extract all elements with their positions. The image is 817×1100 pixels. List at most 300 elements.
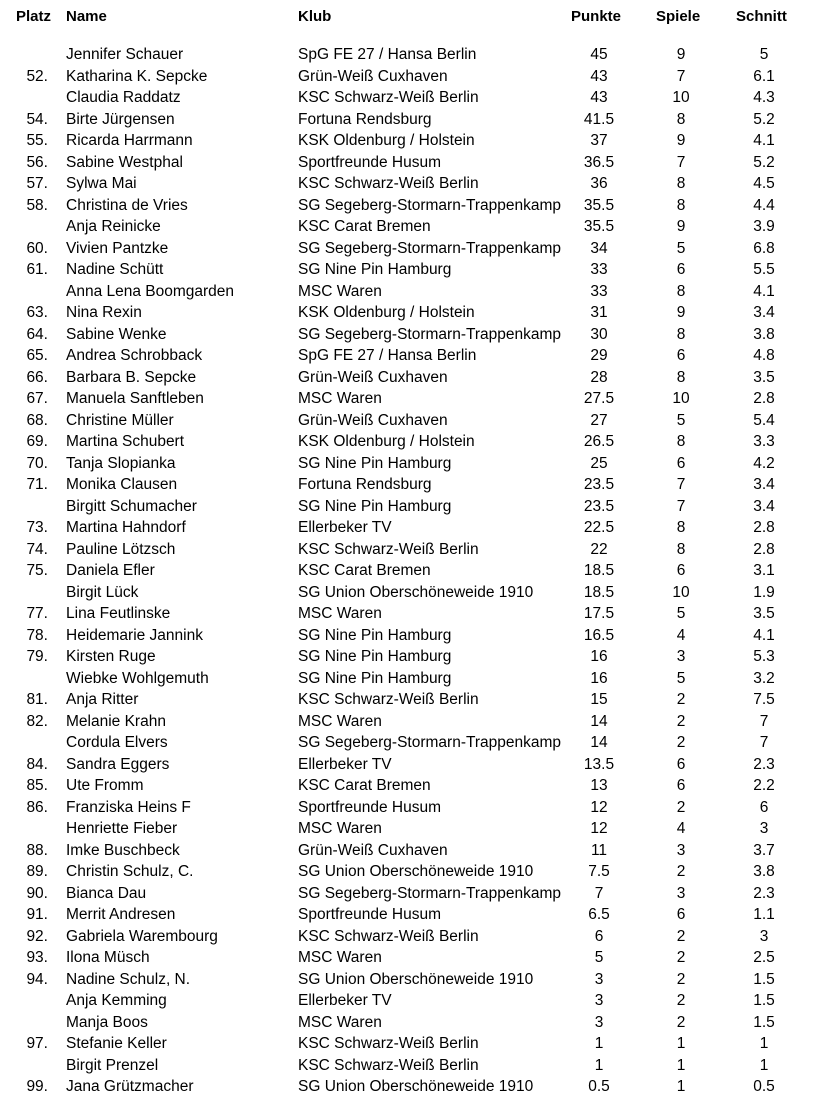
cell-punkte: 36.5: [583, 153, 615, 171]
cell-punkte: 18.5: [583, 583, 615, 601]
cell-klub: SpG FE 27 / Hansa Berlin: [298, 347, 477, 364]
cell-spiele: 8: [676, 282, 686, 300]
cell-name: Anja Kemming: [66, 992, 167, 1009]
cell-schnitt: 2.8: [753, 540, 775, 558]
cell-punkte: 33: [590, 282, 608, 300]
cell-spiele: 6: [676, 347, 686, 364]
table-row: [0, 367, 817, 389]
cell-schnitt: 4.8: [753, 347, 775, 364]
cell-klub: KSC Carat Bremen: [298, 218, 431, 235]
cell-platz: 93.: [26, 949, 48, 966]
cell-klub: SG Segeberg-Stormarn-Trappenkamp: [298, 884, 562, 902]
table-row: [0, 195, 817, 217]
cell-punkte: 18.5: [583, 562, 615, 579]
cell-spiele: 2: [676, 691, 686, 708]
cell-schnitt: 3.3: [753, 433, 775, 450]
table-row: [0, 904, 817, 926]
cell-punkte: 1: [594, 1035, 604, 1052]
cell-name: Anna Lena Boomgarden: [66, 282, 235, 300]
cell-name: Sylwa Mai: [66, 175, 137, 192]
cell-schnitt: 6.8: [753, 239, 775, 257]
cell-name: Nadine Schulz, N.: [66, 970, 191, 988]
cell-spiele: 4: [676, 820, 686, 837]
cell-name: Gabriela Warembourg: [66, 927, 218, 945]
cell-spiele: 2: [676, 734, 686, 751]
table-row: [0, 345, 817, 367]
cell-punkte: 35.5: [583, 196, 615, 214]
cell-platz: 84.: [26, 755, 48, 773]
cell-schnitt: 2.3: [753, 755, 775, 773]
cell-name: Katharina K. Sepcke: [66, 67, 208, 85]
cell-platz: 61.: [26, 261, 48, 278]
cell-schnitt: 3: [759, 820, 769, 837]
cell-punkte: 6: [594, 927, 604, 945]
table-row: [0, 130, 817, 152]
cell-punkte: 26.5: [583, 433, 615, 450]
cell-name: Martina Hahndorf: [66, 519, 186, 536]
table-row: [0, 496, 817, 518]
cell-platz: 65.: [26, 347, 48, 364]
cell-spiele: 8: [676, 325, 686, 343]
cell-klub: SG Segeberg-Stormarn-Trappenkamp: [298, 734, 562, 751]
table-row: [0, 238, 817, 260]
cell-punkte: 0.5: [588, 1078, 610, 1095]
table-row: [0, 44, 817, 66]
cell-klub: SG Nine Pin Hamburg: [298, 497, 452, 515]
cell-schnitt: 4.1: [753, 282, 775, 300]
cell-spiele: 1: [676, 1078, 686, 1095]
header-schnitt: Schnitt: [736, 8, 787, 25]
cell-schnitt: 5.4: [753, 411, 775, 429]
table-row: [0, 539, 817, 561]
cell-platz: 94.: [26, 970, 48, 988]
cell-schnitt: 5.5: [753, 261, 775, 278]
cell-punkte: 29: [590, 347, 608, 364]
table-row: [0, 1055, 817, 1077]
cell-spiele: 2: [676, 863, 686, 880]
cell-punkte: 3: [594, 970, 604, 988]
cell-klub: MSC Waren: [298, 949, 382, 966]
cell-spiele: 6: [676, 777, 686, 794]
cell-platz: 60.: [26, 239, 48, 257]
cell-punkte: 33: [590, 261, 608, 278]
cell-spiele: 2: [676, 992, 686, 1009]
cell-name: Anja Ritter: [66, 691, 139, 708]
cell-klub: MSC Waren: [298, 1013, 382, 1031]
cell-punkte: 43: [590, 67, 608, 85]
cell-name: Barbara B. Sepcke: [66, 368, 197, 386]
cell-platz: 97.: [26, 1035, 48, 1052]
table-row: [0, 861, 817, 883]
cell-platz: 90.: [26, 884, 48, 902]
cell-name: Ute Fromm: [66, 777, 144, 794]
cell-schnitt: 1.5: [753, 970, 775, 988]
cell-spiele: 9: [676, 132, 686, 149]
cell-platz: 79.: [26, 648, 48, 665]
cell-schnitt: 5.2: [753, 153, 775, 171]
cell-klub: MSC Waren: [298, 282, 382, 300]
header-klub: Klub: [298, 8, 332, 25]
cell-name: Imke Buschbeck: [66, 841, 180, 859]
cell-klub: Fortuna Rendsburg: [298, 476, 432, 493]
cell-punkte: 25: [590, 454, 608, 472]
table-row: [0, 926, 817, 948]
cell-klub: Grün-Weiß Cuxhaven: [298, 841, 448, 859]
cell-platz: 85.: [26, 777, 48, 794]
table-row: [0, 668, 817, 690]
cell-name: Birgit Lück: [66, 583, 139, 601]
cell-spiele: 6: [676, 906, 686, 923]
table-row: [0, 1033, 817, 1055]
cell-klub: Grün-Weiß Cuxhaven: [298, 368, 448, 386]
cell-schnitt: 3.2: [753, 669, 775, 687]
cell-schnitt: 7: [759, 734, 769, 751]
cell-platz: 75.: [26, 562, 48, 579]
cell-klub: KSC Schwarz-Weiß Berlin: [298, 1035, 479, 1052]
cell-name: Martina Schubert: [66, 433, 185, 450]
cell-spiele: 8: [676, 368, 686, 386]
table-row: [0, 775, 817, 797]
table-row: [0, 711, 817, 733]
cell-spiele: 2: [676, 970, 686, 988]
table-row: [0, 625, 817, 647]
cell-spiele: 5: [676, 411, 686, 429]
cell-schnitt: 7.5: [753, 691, 775, 708]
cell-klub: SG Nine Pin Hamburg: [298, 669, 452, 687]
cell-punkte: 3: [594, 992, 604, 1009]
cell-platz: 74.: [26, 540, 48, 558]
cell-punkte: 35.5: [583, 218, 615, 235]
cell-schnitt: 4.2: [753, 454, 775, 472]
cell-klub: KSC Schwarz-Weiß Berlin: [298, 540, 479, 558]
cell-punkte: 34: [590, 239, 608, 257]
cell-schnitt: 1.1: [753, 906, 775, 923]
cell-platz: 91.: [26, 906, 48, 923]
cell-name: Manja Boos: [66, 1013, 148, 1031]
cell-punkte: 7: [594, 884, 604, 902]
cell-schnitt: 5.3: [753, 648, 775, 665]
table-row: [0, 732, 817, 754]
table-row: [0, 87, 817, 109]
cell-platz: 63.: [26, 304, 48, 321]
table-row: [0, 216, 817, 238]
cell-name: Claudia Raddatz: [66, 89, 181, 106]
cell-spiele: 9: [676, 218, 686, 235]
table-row: [0, 259, 817, 281]
cell-spiele: 9: [676, 304, 686, 321]
cell-punkte: 14: [590, 734, 608, 751]
cell-spiele: 8: [676, 540, 686, 558]
cell-klub: Sportfreunde Husum: [298, 906, 442, 923]
cell-klub: Ellerbeker TV: [298, 519, 392, 536]
cell-name: Lina Feutlinske: [66, 605, 171, 622]
cell-platz: 71.: [26, 476, 48, 493]
cell-name: Heidemarie Jannink: [66, 626, 203, 644]
cell-punkte: 16: [590, 669, 608, 687]
table-row: [0, 689, 817, 711]
table-row: [0, 560, 817, 582]
cell-name: Henriette Fieber: [66, 820, 178, 837]
cell-klub: SG Union Oberschöneweide 1910: [298, 863, 534, 880]
table-row: [0, 840, 817, 862]
cell-platz: 78.: [26, 626, 48, 644]
cell-klub: KSC Carat Bremen: [298, 777, 431, 794]
cell-name: Birte Jürgensen: [66, 110, 175, 128]
table-row: [0, 818, 817, 840]
table-row: [0, 324, 817, 346]
table-row: [0, 173, 817, 195]
cell-schnitt: 0.5: [753, 1078, 775, 1095]
table-row: [0, 990, 817, 1012]
cell-spiele: 3: [676, 841, 686, 859]
cell-name: Sandra Eggers: [66, 755, 170, 773]
cell-punkte: 28: [590, 368, 608, 386]
cell-klub: KSK Oldenburg / Holstein: [298, 132, 475, 149]
cell-punkte: 13: [590, 777, 608, 794]
cell-klub: SG Union Oberschöneweide 1910: [298, 970, 534, 988]
table-row: [0, 646, 817, 668]
cell-spiele: 7: [676, 497, 686, 515]
cell-punkte: 5: [594, 949, 604, 966]
cell-punkte: 41.5: [583, 110, 615, 128]
table-row: [0, 517, 817, 539]
table-row: [0, 431, 817, 453]
cell-punkte: 30: [590, 325, 608, 343]
cell-schnitt: 3.1: [753, 562, 775, 579]
cell-name: Vivien Pantzke: [66, 239, 169, 257]
cell-schnitt: 5: [759, 46, 769, 63]
cell-klub: Ellerbeker TV: [298, 755, 392, 773]
cell-name: Monika Clausen: [66, 476, 178, 493]
cell-platz: 81.: [26, 691, 48, 708]
cell-klub: SG Segeberg-Stormarn-Trappenkamp: [298, 196, 562, 214]
cell-schnitt: 1.5: [753, 1013, 775, 1031]
table-row: [0, 109, 817, 131]
cell-schnitt: 3.5: [753, 368, 775, 386]
cell-punkte: 6.5: [588, 906, 610, 923]
cell-schnitt: 2.8: [753, 519, 775, 536]
table-row: [0, 1076, 817, 1098]
cell-spiele: 1: [676, 1056, 686, 1074]
cell-punkte: 12: [590, 798, 608, 816]
cell-punkte: 12: [590, 820, 608, 837]
cell-schnitt: 2.2: [753, 777, 775, 794]
cell-name: Cordula Elvers: [66, 734, 168, 751]
cell-name: Nadine Schütt: [66, 261, 164, 278]
cell-schnitt: 1.9: [753, 583, 775, 601]
cell-name: Melanie Krahn: [66, 712, 166, 730]
cell-spiele: 6: [676, 454, 686, 472]
cell-platz: 67.: [26, 390, 48, 407]
cell-spiele: 3: [676, 648, 686, 665]
cell-platz: 82.: [26, 712, 48, 730]
cell-schnitt: 1: [759, 1056, 769, 1074]
cell-name: Ricarda Harrmann: [66, 132, 193, 149]
cell-schnitt: 2.8: [753, 390, 775, 407]
cell-klub: SG Nine Pin Hamburg: [298, 454, 452, 472]
cell-klub: MSC Waren: [298, 820, 382, 837]
cell-spiele: 2: [676, 927, 686, 945]
table-row: [0, 453, 817, 475]
cell-schnitt: 4.5: [753, 175, 775, 192]
cell-name: Jana Grützmacher: [66, 1078, 194, 1095]
cell-punkte: 37: [590, 132, 608, 149]
cell-punkte: 45: [590, 46, 608, 63]
cell-spiele: 7: [676, 67, 686, 85]
cell-klub: KSC Schwarz-Weiß Berlin: [298, 1056, 479, 1074]
cell-punkte: 16: [590, 648, 608, 665]
cell-name: Manuela Sanftleben: [66, 390, 204, 407]
cell-schnitt: 2.3: [753, 884, 775, 902]
cell-spiele: 1: [676, 1035, 686, 1052]
cell-name: Sabine Wenke: [66, 325, 167, 343]
cell-schnitt: 3.9: [753, 218, 775, 235]
cell-platz: 77.: [26, 605, 48, 622]
cell-name: Birgit Prenzel: [66, 1056, 159, 1074]
table-row: [0, 152, 817, 174]
table-row: [0, 388, 817, 410]
cell-punkte: 23.5: [583, 497, 615, 515]
cell-spiele: 8: [676, 110, 686, 128]
cell-platz: 92.: [26, 927, 48, 945]
cell-punkte: 16.5: [583, 626, 615, 644]
cell-name: Christina de Vries: [66, 196, 188, 214]
cell-klub: KSC Carat Bremen: [298, 562, 431, 579]
cell-spiele: 2: [676, 712, 686, 730]
cell-spiele: 8: [676, 175, 686, 192]
cell-spiele: 6: [676, 562, 686, 579]
cell-klub: SG Union Oberschöneweide 1910: [298, 1078, 534, 1095]
cell-schnitt: 5.2: [753, 110, 775, 128]
cell-klub: KSC Schwarz-Weiß Berlin: [298, 927, 479, 945]
cell-spiele: 5: [676, 239, 686, 257]
cell-platz: 55.: [26, 132, 48, 149]
cell-punkte: 3: [594, 1013, 604, 1031]
cell-klub: MSC Waren: [298, 390, 382, 407]
cell-spiele: 9: [676, 46, 686, 63]
cell-klub: KSC Schwarz-Weiß Berlin: [298, 691, 479, 708]
cell-name: Pauline Lötzsch: [66, 540, 176, 558]
cell-spiele: 8: [676, 196, 686, 214]
cell-platz: 86.: [26, 798, 48, 816]
table-row: [0, 281, 817, 303]
table-row: [0, 883, 817, 905]
cell-schnitt: 3.7: [753, 841, 775, 859]
cell-klub: Sportfreunde Husum: [298, 798, 442, 816]
cell-spiele: 5: [676, 605, 686, 622]
cell-punkte: 31: [590, 304, 608, 321]
table-row: [0, 603, 817, 625]
cell-spiele: 10: [672, 390, 690, 407]
cell-schnitt: 3: [759, 927, 769, 945]
cell-platz: 64.: [26, 325, 48, 343]
cell-name: Nina Rexin: [66, 304, 142, 321]
cell-schnitt: 7: [759, 712, 769, 730]
cell-platz: 54.: [26, 110, 48, 128]
cell-platz: 89.: [26, 863, 48, 880]
table-row: [0, 474, 817, 496]
cell-name: Jennifer Schauer: [66, 46, 184, 63]
cell-name: Franziska Heins F: [66, 798, 191, 816]
cell-spiele: 7: [676, 153, 686, 171]
cell-name: Kirsten Ruge: [66, 648, 156, 665]
cell-name: Andrea Schrobback: [66, 347, 203, 364]
table-row: [0, 1012, 817, 1034]
cell-klub: SG Segeberg-Stormarn-Trappenkamp: [298, 239, 562, 257]
cell-name: Christin Schulz, C.: [66, 863, 194, 880]
cell-klub: Grün-Weiß Cuxhaven: [298, 411, 448, 429]
table-row: [0, 66, 817, 88]
cell-name: Bianca Dau: [66, 884, 147, 902]
cell-spiele: 5: [676, 669, 686, 687]
header-punkte: Punkte: [571, 8, 622, 25]
cell-punkte: 22: [590, 540, 608, 558]
cell-schnitt: 4.3: [753, 89, 775, 106]
cell-name: Merrit Andresen: [66, 906, 176, 923]
cell-spiele: 6: [676, 755, 686, 773]
cell-klub: Ellerbeker TV: [298, 992, 392, 1009]
cell-klub: SG Nine Pin Hamburg: [298, 648, 452, 665]
header-name: Name: [66, 8, 107, 25]
cell-spiele: 2: [676, 1013, 686, 1031]
cell-punkte: 17.5: [583, 605, 615, 622]
cell-spiele: 7: [676, 476, 686, 493]
cell-punkte: 36: [590, 175, 608, 192]
cell-punkte: 22.5: [583, 519, 615, 536]
cell-klub: SpG FE 27 / Hansa Berlin: [298, 46, 477, 63]
cell-spiele: 2: [676, 949, 686, 966]
cell-punkte: 7.5: [588, 863, 610, 880]
table-row: [0, 302, 817, 324]
table-row: [0, 582, 817, 604]
table-row: [0, 754, 817, 776]
header-spiele: Spiele: [656, 8, 701, 25]
cell-schnitt: 4.1: [753, 132, 775, 149]
cell-klub: SG Segeberg-Stormarn-Trappenkamp: [298, 325, 562, 343]
cell-spiele: 2: [676, 798, 686, 816]
cell-platz: 58.: [26, 196, 48, 214]
cell-spiele: 10: [672, 583, 690, 601]
cell-klub: SG Nine Pin Hamburg: [298, 626, 452, 644]
cell-platz: 68.: [26, 411, 48, 429]
cell-klub: KSC Schwarz-Weiß Berlin: [298, 175, 479, 192]
cell-schnitt: 1: [759, 1035, 769, 1052]
cell-klub: KSK Oldenburg / Holstein: [298, 304, 475, 321]
cell-schnitt: 4.4: [753, 196, 775, 214]
table-row: [0, 797, 817, 819]
header-platz: Platz: [16, 8, 52, 25]
cell-punkte: 1: [594, 1056, 604, 1074]
cell-punkte: 14: [590, 712, 608, 730]
cell-name: Christine Müller: [66, 411, 174, 429]
cell-klub: Sportfreunde Husum: [298, 153, 442, 171]
cell-platz: 69.: [26, 433, 48, 450]
table-row: [0, 947, 817, 969]
table-row: [0, 410, 817, 432]
cell-spiele: 10: [672, 89, 690, 106]
cell-schnitt: 3.8: [753, 325, 775, 343]
cell-klub: Grün-Weiß Cuxhaven: [298, 67, 448, 85]
cell-name: Stefanie Keller: [66, 1035, 167, 1052]
cell-punkte: 27.5: [583, 390, 615, 407]
cell-platz: 88.: [26, 841, 48, 859]
cell-klub: SG Union Oberschöneweide 1910: [298, 583, 534, 601]
cell-klub: SG Nine Pin Hamburg: [298, 261, 452, 278]
cell-klub: MSC Waren: [298, 605, 382, 622]
table-header: [0, 8, 817, 30]
cell-klub: KSK Oldenburg / Holstein: [298, 433, 475, 450]
cell-schnitt: 3.4: [753, 304, 775, 321]
